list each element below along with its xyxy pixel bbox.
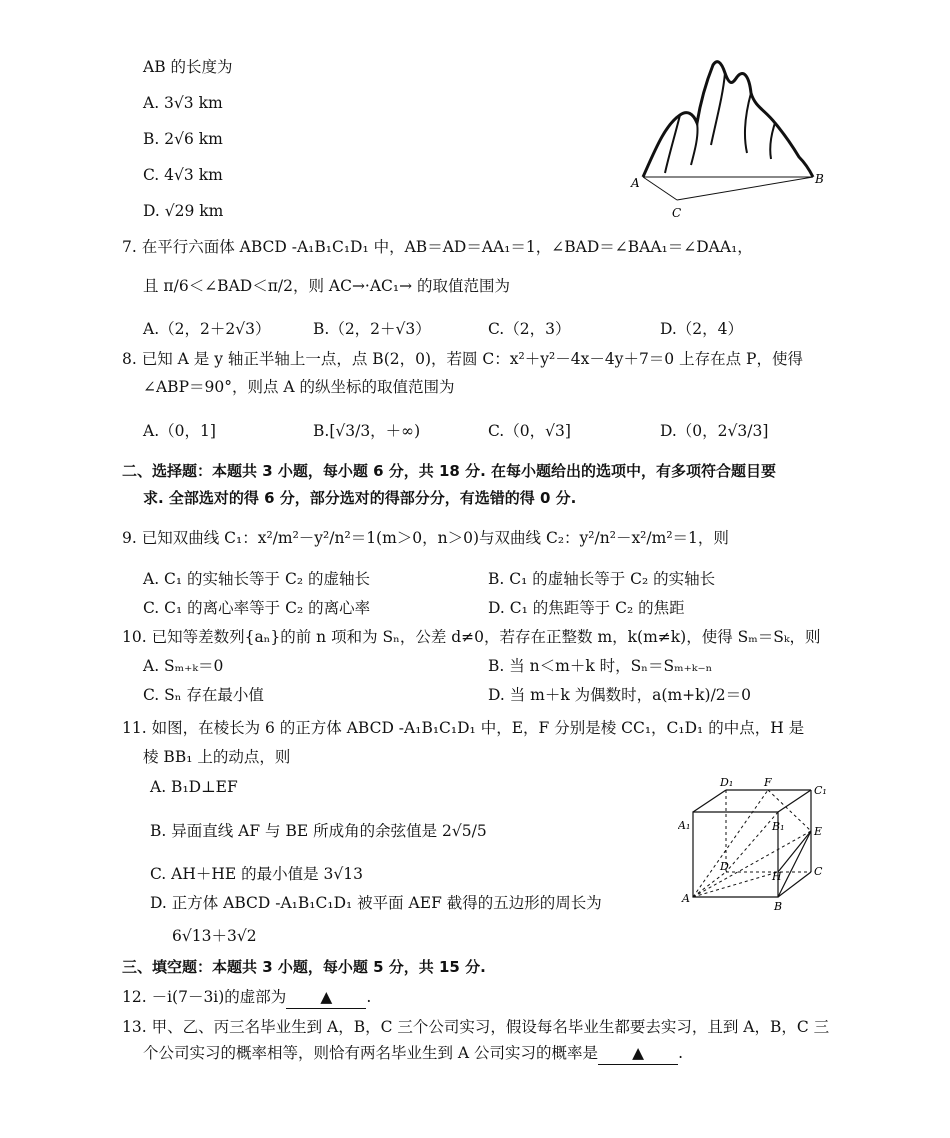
q13-blank-mark: ▲ [632,1044,645,1062]
q8-option-b: B.[√3/3，＋∞) [313,422,421,440]
cube-edge-b1c1 [778,790,811,812]
mountain-label-b: B [815,172,824,186]
line-b1d [726,812,778,872]
cube-label-d: D [720,860,729,873]
q11-option-b: B. 异面直线 AF 与 BE 所成角的余弦值是 2√5/5 [150,822,487,840]
q12-answer-blank [286,986,366,1009]
line-ae [693,831,811,897]
line-ah [693,872,778,897]
q6-option-d: D. √29 km [143,202,224,220]
q13-line1: 13. 甲、乙、丙三名毕业生到 A，B，C 三个公司实习，假设每名毕业生都要去实习，且到 A，B，C 三 [122,1018,830,1036]
q8-line2: ∠ABP＝90°，则点 A 的纵坐标的取值范围为 [143,378,455,396]
q7-option-a: A.（2，2＋2√3） [143,320,271,338]
q8-option-a: A.（0，1] [143,422,216,440]
q13-line2-wrap [143,1042,683,1065]
line-be [778,831,811,897]
q6-option-c: C. 4√3 km [143,166,223,184]
q11-option-d-continued: 6√13＋3√2 [172,927,257,945]
q6-option-a: A. 3√3 km [143,94,223,112]
cube-label-f: F [764,776,772,789]
q12-line [122,986,371,1009]
q10-option-a: A. Sₘ₊ₖ＝0 [143,657,224,675]
mountain-ridge-far-right [770,123,775,159]
cube-label-e: E [814,825,823,838]
q9-line1: 9. 已知双曲线 C₁：x²/m²－y²/n²＝1(m＞0，n＞0)与双曲线 C₂：y²/n²－x²/m²＝1，则 [122,529,729,547]
section-2-heading-line1: 二、选择题：本题共 3 小题，每小题 6 分，共 18 分. 在每小题给出的选项中，有多项符合题目要 [122,462,777,480]
cube-label-b: B [774,900,783,912]
q11-option-a: A. B₁D⊥EF [150,778,238,796]
section-2-heading-line2: 求. 全部选对的得 6 分，部分选对的得部分分，有选错的得 0 分. [143,489,577,507]
q10-option-c: C. Sₙ 存在最小值 [143,686,264,704]
mountain-ridge-right [745,93,751,153]
q12-end: . [366,988,372,1006]
cube-edge-a1d1 [693,790,726,812]
q7-option-d: D.（2，4） [660,320,744,338]
q8-option-c: C.（0，√3] [488,422,571,440]
q13-end: . [678,1044,683,1062]
mountain-ridge-center [711,73,725,145]
q7-line2: 且 π/6＜∠BAD＜π/2，则 AC→·AC₁→ 的取值范围为 [143,277,511,295]
q9-option-d: D. C₁ 的焦距等于 C₂ 的焦距 [488,599,685,617]
q7-option-c: C.（2，3） [488,320,571,338]
cube-edge-bc [778,872,811,897]
q12-blank-mark: ▲ [320,988,333,1006]
cube-label-c1: C₁ [814,784,827,797]
mountain-label-c: C [672,206,682,220]
cube-label-c: C [814,865,823,878]
q13-answer-blank [598,1042,678,1065]
q12-text: 12. －i(7－3i)的虚部为 [122,988,287,1006]
segment-cb [677,177,813,200]
q10-option-b: B. 当 n＜m＋k 时，Sₙ＝Sₘ₊ₖ₋ₙ [488,657,713,675]
q11-line1: 11. 如图，在棱长为 6 的正方体 ABCD -A₁B₁C₁D₁ 中，E，F 分别是棱 CC₁，C₁D₁ 的中点，H 是 [122,719,805,737]
q10-option-d: D. 当 m＋k 为偶数时，a(m+k)/2＝0 [488,686,752,704]
segment-ac [643,177,677,200]
cube-label-a: A [682,892,690,905]
q9-option-c: C. C₁ 的离心率等于 C₂ 的离心率 [143,599,371,617]
line-he [778,831,811,872]
cube-label-b1: B₁ [772,820,785,833]
q7-line1: 7. 在平行六面体 ABCD -A₁B₁C₁D₁ 中，AB＝AD＝AA₁＝1，∠BAD＝∠BAA₁＝∠DAA₁， [122,238,753,256]
mountain-label-a: A [631,176,640,190]
q11-line2: 棱 BB₁ 上的动点，则 [143,748,291,766]
line-af [693,790,768,897]
q6-option-b: B. 2√6 km [143,130,223,148]
q8-option-d: D.（0，2√3/3] [660,422,769,440]
section-3-heading: 三、填空题：本题共 3 小题，每小题 5 分，共 15 分. [122,958,486,976]
q11-option-c: C. AH＋HE 的最小值是 3√13 [150,865,364,883]
q9-option-a: A. C₁ 的实轴长等于 C₂ 的虚轴长 [143,570,370,588]
q7-option-b: B.（2，2＋√3） [313,320,431,338]
q9-option-b: B. C₁ 的虚轴长等于 C₂ 的实轴长 [488,570,716,588]
q8-line1: 8. 已知 A 是 y 轴正半轴上一点，点 B(2，0)，若圆 C：x²＋y²－4x－4y＋7＝0 上存在点 P，使得 [122,350,803,368]
cube-label-a1: A₁ [678,819,691,832]
cube-label-h: H [772,870,782,883]
q6-stem-tail: AB 的长度为 [143,58,233,76]
mountain-figure [625,55,830,225]
q10-line1: 10. 已知等差数列{aₙ}的前 n 项和为 Sₙ，公差 d≠0，若存在正整数 m，k(m≠k)，使得 Sₘ＝Sₖ，则 [122,628,821,646]
cube-label-d1: D₁ [720,776,734,789]
cube-edge-ad [693,872,726,897]
cube-figure [678,772,833,912]
q11-option-d: D. 正方体 ABCD -A₁B₁C₁D₁ 被平面 AEF 截得的五边形的周长为 [150,894,602,912]
mountain-ridge-mid [691,123,698,165]
q13-line2: 个公司实习的概率相等，则恰有两名毕业生到 A 公司实习的概率是 [143,1044,599,1062]
